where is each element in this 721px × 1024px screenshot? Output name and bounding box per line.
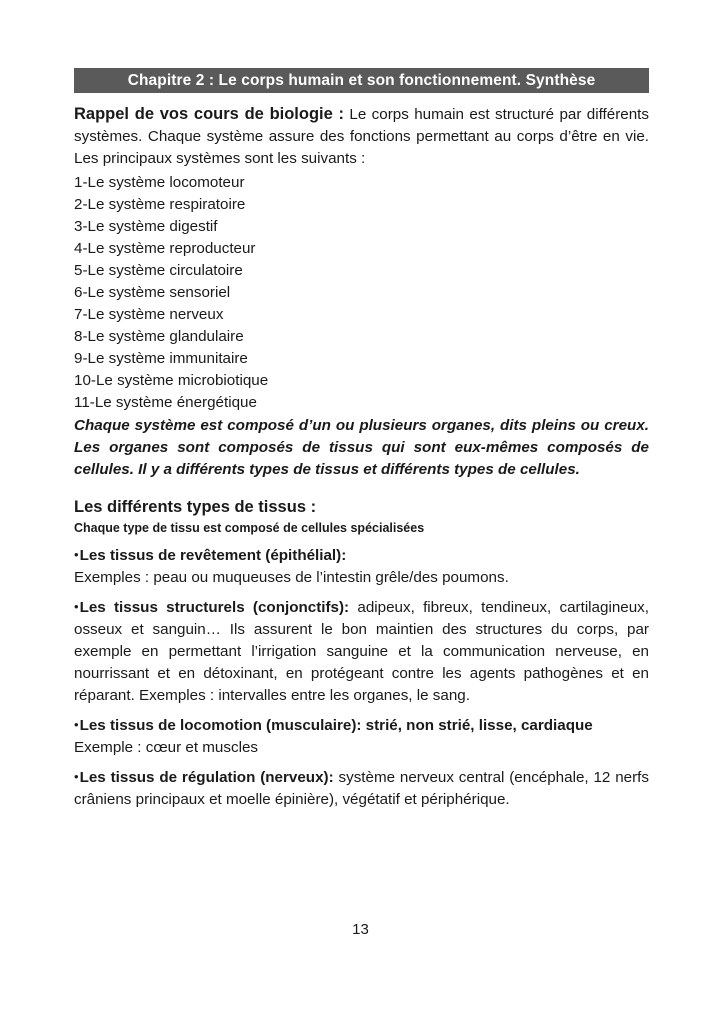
tissues-heading: Les différents types de tissus : [74, 498, 317, 516]
chapter-title: Chapitre 2 : Le corps humain et son fonctionnement. Synthèse [74, 68, 649, 93]
list-item: 11-Le système énergétique [74, 394, 257, 411]
list-item: 9-Le système immunitaire [74, 350, 248, 367]
intro-text: Le corps humain est structuré par différents systèmes. Chaque système assure des fonctions permettant au corps d’être en vie. Les principaux systèmes sont les suivants : [74, 106, 649, 167]
emphasis-paragraph: Chaque système est composé d’un ou plusieurs organes, dits pleins ou creux. Les organes sont composés de tissus qui sont eux-mêmes composés de cellules. Il y a différents types de tissus et différents types de cellules. [74, 417, 649, 478]
tissue-item-regulation [74, 766, 649, 811]
bullet-icon: • [74, 599, 79, 614]
tissue-item-epithelial [74, 544, 649, 589]
list-item: 7-Le système nerveux [74, 306, 224, 323]
tissue-item-structural [74, 596, 649, 707]
list-item: 3-Le système digestif [74, 218, 218, 235]
tissues-subheading: Chaque type de tissu est composé de cellules spécialisées [74, 521, 425, 535]
list-item: 6-Le système sensoriel [74, 284, 231, 301]
list-item: 2-Le système respiratoire [74, 196, 246, 213]
systems-list [74, 172, 649, 414]
intro-paragraph [74, 103, 649, 170]
bullet-icon: • [74, 717, 79, 732]
list-item: 10-Le système microbiotique [74, 372, 269, 389]
list-item: 5-Le système circulatoire [74, 262, 243, 279]
tissue-text: adipeux, fibreux, tendineux, cartilagineux, osseux et sanguin… Ils assurent le bon maintien des structures du corps, par exemple en permettant l’irrigation sanguine et la communication nerveuse, en nourrissant et en détoxinant, en protégeant contre les agents pathogènes et en réparant. Exemples : intervalles entre les organes, le sang. [74, 599, 649, 704]
list-item: 4-Le système reproducteur [74, 240, 256, 257]
tissue-title: Les tissus de locomotion (musculaire): strié, non strié, lisse, cardiaque [79, 717, 593, 734]
tissue-text: Exemples : peau ou muqueuses de l’intestin grêle/des poumons. [74, 569, 509, 586]
bullet-icon: • [74, 547, 79, 562]
intro-lead: Rappel de vos cours de biologie : [74, 105, 345, 123]
list-item: 1-Le système locomoteur [74, 174, 245, 191]
tissue-text: Exemple : cœur et muscles [74, 739, 258, 756]
page-content [74, 68, 649, 811]
page-number: 13 [352, 921, 369, 938]
list-item: 8-Le système glandulaire [74, 328, 244, 345]
tissue-title: Les tissus de revêtement (épithélial): [79, 547, 347, 564]
tissue-item-locomotion [74, 714, 649, 759]
tissue-text: système nerveux central (encéphale, 12 nerfs crâniens principaux et moelle épinière), végétatif et périphérique. [74, 769, 650, 808]
tissue-title: Les tissus structurels (conjonctifs): [79, 599, 350, 616]
tissue-title: Les tissus de régulation (nerveux): [79, 769, 334, 786]
bullet-icon: • [74, 769, 79, 784]
